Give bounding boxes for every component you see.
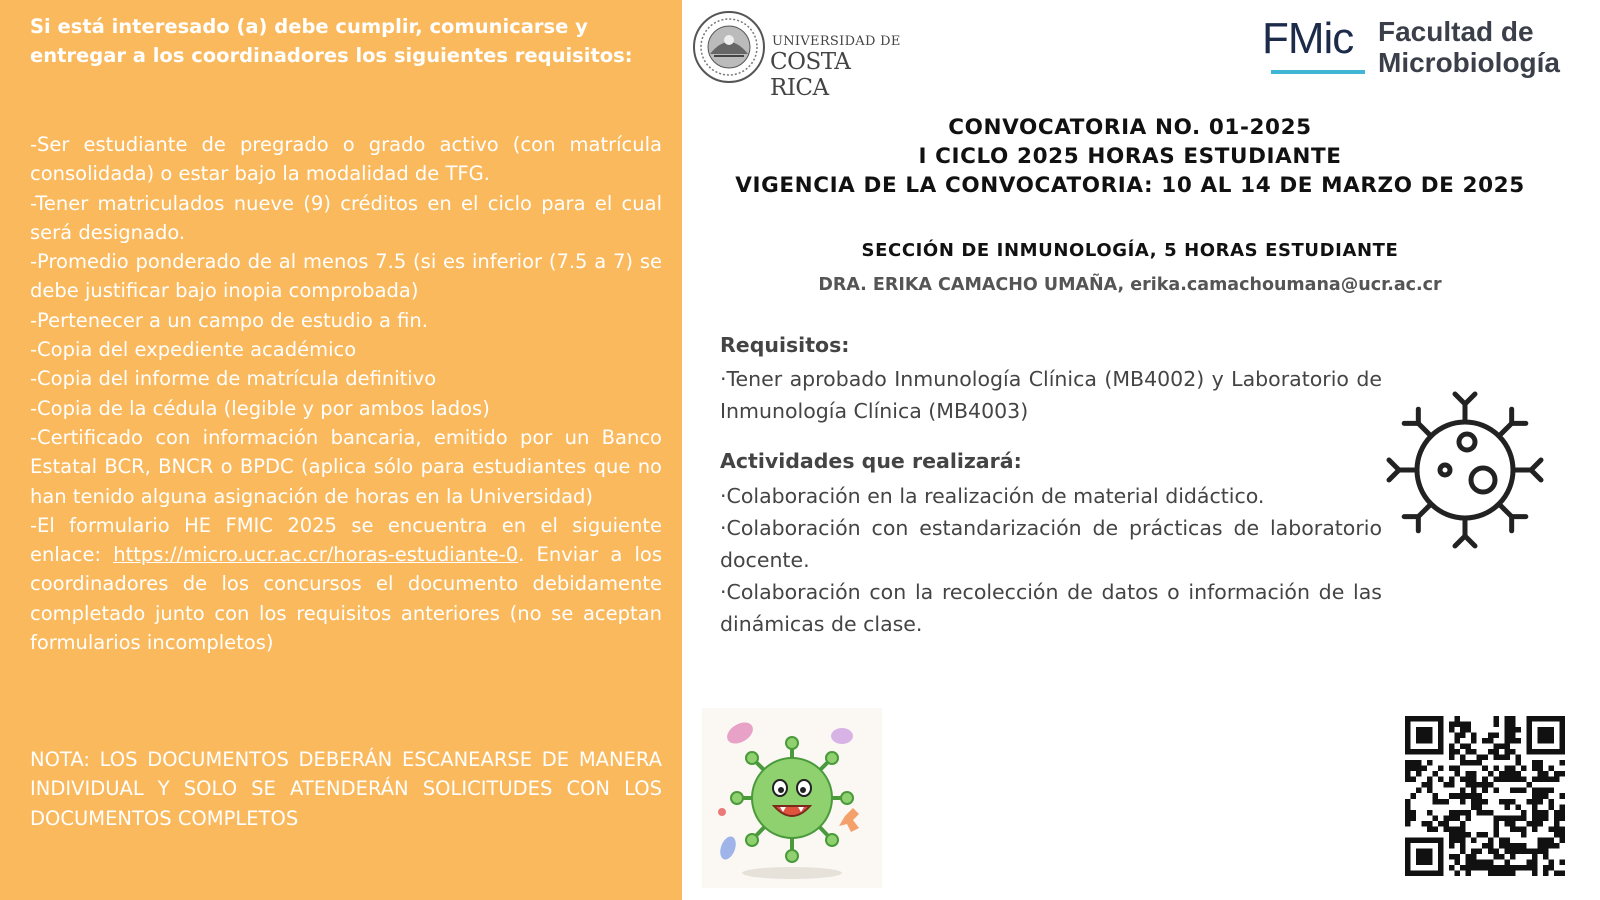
section-title: SECCIÓN DE INMUNOLOGÍA, 5 HORAS ESTUDIANTE xyxy=(861,240,1399,261)
ucr-logo-line2: COSTA RICA xyxy=(770,49,851,101)
form-requirement-item xyxy=(30,511,662,657)
virus-icon xyxy=(1385,390,1545,550)
germ-illustration xyxy=(702,708,882,888)
requisitos-heading: Requisitos: xyxy=(720,333,850,357)
ucr-seal-icon xyxy=(692,10,766,84)
fmic-name-line2: Microbiología xyxy=(1378,47,1560,78)
ucr-logo-line1: UNIVERSIDAD DE xyxy=(772,34,901,49)
requirement-item: -Copia de la cédula (legible y por ambos lados) xyxy=(30,396,490,420)
fmic-logo xyxy=(1262,12,1592,82)
actividades-list xyxy=(720,480,1382,640)
contact-line: DRA. ERIKA CAMACHO UMAÑA, erika.camachoumana@ucr.ac.cr xyxy=(818,275,1442,295)
form-link[interactable]: https://micro.ucr.ac.cr/horas-estudiante-0 xyxy=(113,543,519,567)
fmic-accent-bar xyxy=(1271,70,1365,74)
actividad-item: ·Colaboración en la realización de material didáctico. xyxy=(720,484,1265,508)
requirement-item: -Pertenecer a un campo de estudio a fin. xyxy=(30,308,428,332)
requirement-item: -Certificado con información bancaria, emitido por un Banco Estatal BCR, BNCR o BPDC (aplica sólo para estudiantes que no han tenido alguna asignación de horas en la Universidad) xyxy=(30,425,662,508)
requirement-item: -Tener matriculados nueve (9) créditos en el ciclo para el cual será designado. xyxy=(30,191,662,244)
requirement-item: -Ser estudiante de pregrado o grado activo (con matrícula consolidada) o estar bajo la modalidad de TFG. xyxy=(30,133,662,186)
requisitos-list xyxy=(720,363,1382,427)
heading-line1: CONVOCATORIA NO. 01-2025 xyxy=(948,115,1312,140)
note-text: NOTA: LOS DOCUMENTOS DEBERÁN ESCANEARSE DE MANERA INDIVIDUAL Y SOLO SE ATENDERÁN SOLICITUDES CON LOS DOCUMENTOS COMPLETOS xyxy=(30,748,662,830)
ucr-logo xyxy=(692,10,912,101)
fmic-abbr: FMic xyxy=(1262,14,1354,63)
form-text-before: -El formulario HE FMIC 2025 se encuentra en el siguiente enlace: xyxy=(30,513,662,567)
actividad-item: ·Colaboración con estandarización de prácticas de laboratorio docente. xyxy=(720,516,1382,572)
actividad-item: ·Colaboración con la recolección de datos o información de las dinámicas de clase. xyxy=(720,580,1382,636)
fmic-name xyxy=(1378,16,1560,78)
requirement-item: -Promedio ponderado de al menos 7.5 (si es inferior (7.5 a 7) se debe justificar bajo inopia comprobada) xyxy=(30,250,662,303)
heading-line2: I CICLO 2025 HORAS ESTUDIANTE xyxy=(918,144,1342,169)
requisito-item: ·Tener aprobado Inmunología Clínica (MB4002) y Laboratorio de Inmunología Clínica (MB4003) xyxy=(720,367,1382,423)
intro-text: Si está interesado (a) debe cumplir, comunicarse y entregar a los coordinadores los siguientes requisitos: xyxy=(30,15,633,67)
requirement-item: -Copia del informe de matrícula definitivo xyxy=(30,367,437,391)
requirement-item: -Copia del expediente académico xyxy=(30,338,357,362)
fmic-name-line1: Facultad de xyxy=(1378,16,1534,47)
announcement-heading xyxy=(700,113,1560,200)
requirements-panel xyxy=(0,0,682,900)
actividades-heading: Actividades que realizará: xyxy=(720,449,1022,473)
requirements-list xyxy=(30,130,662,657)
form-text-after: . Enviar a los coordinadores de los concursos el documento debidamente completado junto con los requisitos anteriores (no se aceptan formularios incompletos) xyxy=(30,543,662,655)
qr-code[interactable] xyxy=(1405,716,1565,876)
heading-line3: VIGENCIA DE LA CONVOCATORIA: 10 AL 14 DE MARZO DE 2025 xyxy=(735,173,1525,198)
